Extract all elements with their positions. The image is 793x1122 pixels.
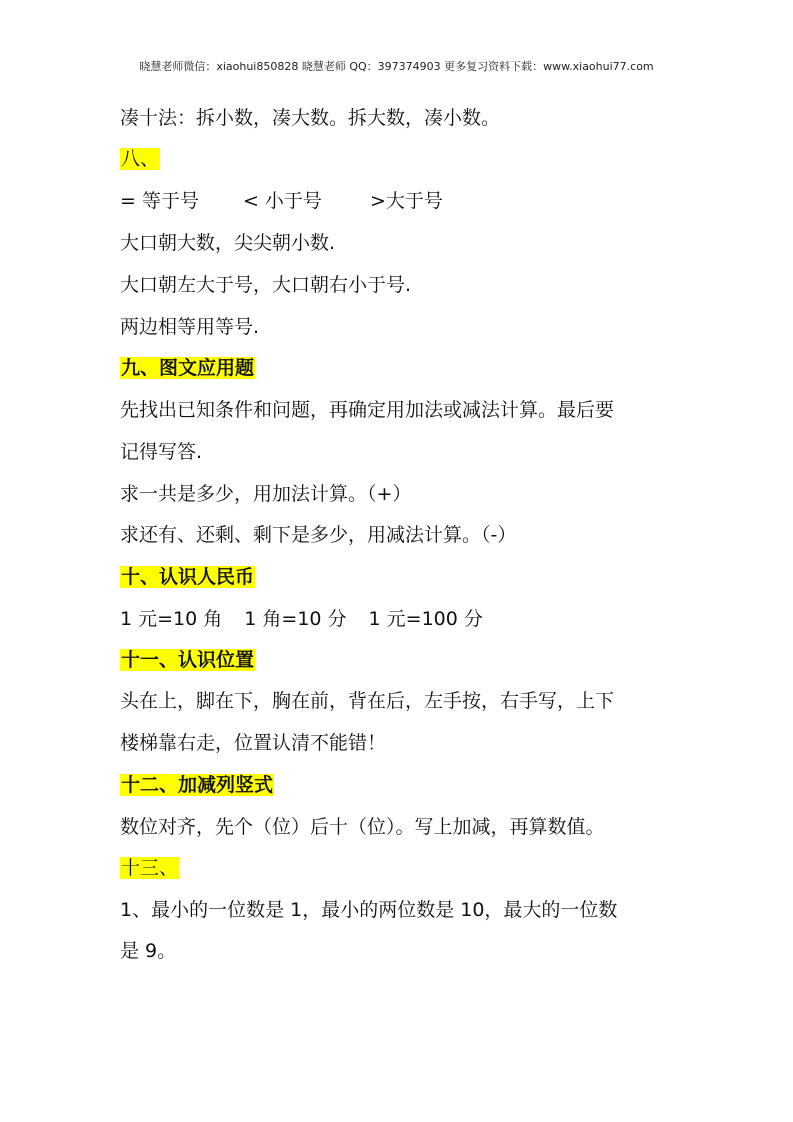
text-line: 大口朝大数，尖尖朝小数. [120,232,336,254]
jiao-fen: 1 角=10 分 [244,608,347,630]
section-heading-10 [120,565,255,589]
yuan-fen: 1 元=100 分 [368,608,483,630]
section-heading-11 [120,648,255,672]
text-line: 1、最小的一位数是 1，最小的两位数是 10，最大的一位数 [120,899,618,921]
heading-text: 十二、加减列竖式 [121,774,274,796]
text-line: 求一共是多少，用加法计算。（+） [120,483,412,505]
page-header: 晓慧老师微信：xiaohui850828 晓慧老师 QQ：397374903 更多复习资料下载：www.xiaohui77.com [139,60,654,73]
section-heading-8 [120,147,160,171]
heading-text: 十、认识人民币 [121,566,255,588]
text-line: 两边相等用等号. [120,316,260,338]
text-line: 凑十法：拆小数，凑大数。拆大数，凑小数。 [120,107,501,129]
heading-text: 九、图文应用题 [121,357,255,379]
currency-line [120,607,483,631]
equal-sign-label: = 等于号 [120,190,199,212]
yuan-jiao: 1 元=10 角 [120,608,223,630]
text-line: 记得写答. [120,441,203,463]
heading-text: 十一、认识位置 [121,649,255,671]
text-line: 数位对齐，先个（位）后十（位）。写上加减，再算数值。 [120,816,605,838]
section-heading-9 [120,356,255,380]
text-line: 头在上，脚在下，胸在前，背在后，左手按，右手写，上下 [120,690,615,712]
less-than-label: < 小于号 [242,190,322,212]
heading-text: 十三、 [121,857,179,879]
text-line: 大口朝左大于号，大口朝右小于号. [120,274,412,296]
text-line: 先找出已知条件和问题，再确定用加法或减法计算。最后要 [120,399,615,421]
heading-text: 八、 [121,148,160,170]
text-line: 求还有、还剩、剩下是多少，用减法计算。（-） [120,524,517,546]
symbol-legend [120,189,443,213]
section-heading-12 [120,773,274,797]
greater-than-label: >大于号 [369,190,443,212]
section-heading-13 [120,856,179,880]
text-line: 是 9。 [120,940,177,962]
text-line: 楼梯靠右走，位置认清不能错！ [120,732,387,754]
